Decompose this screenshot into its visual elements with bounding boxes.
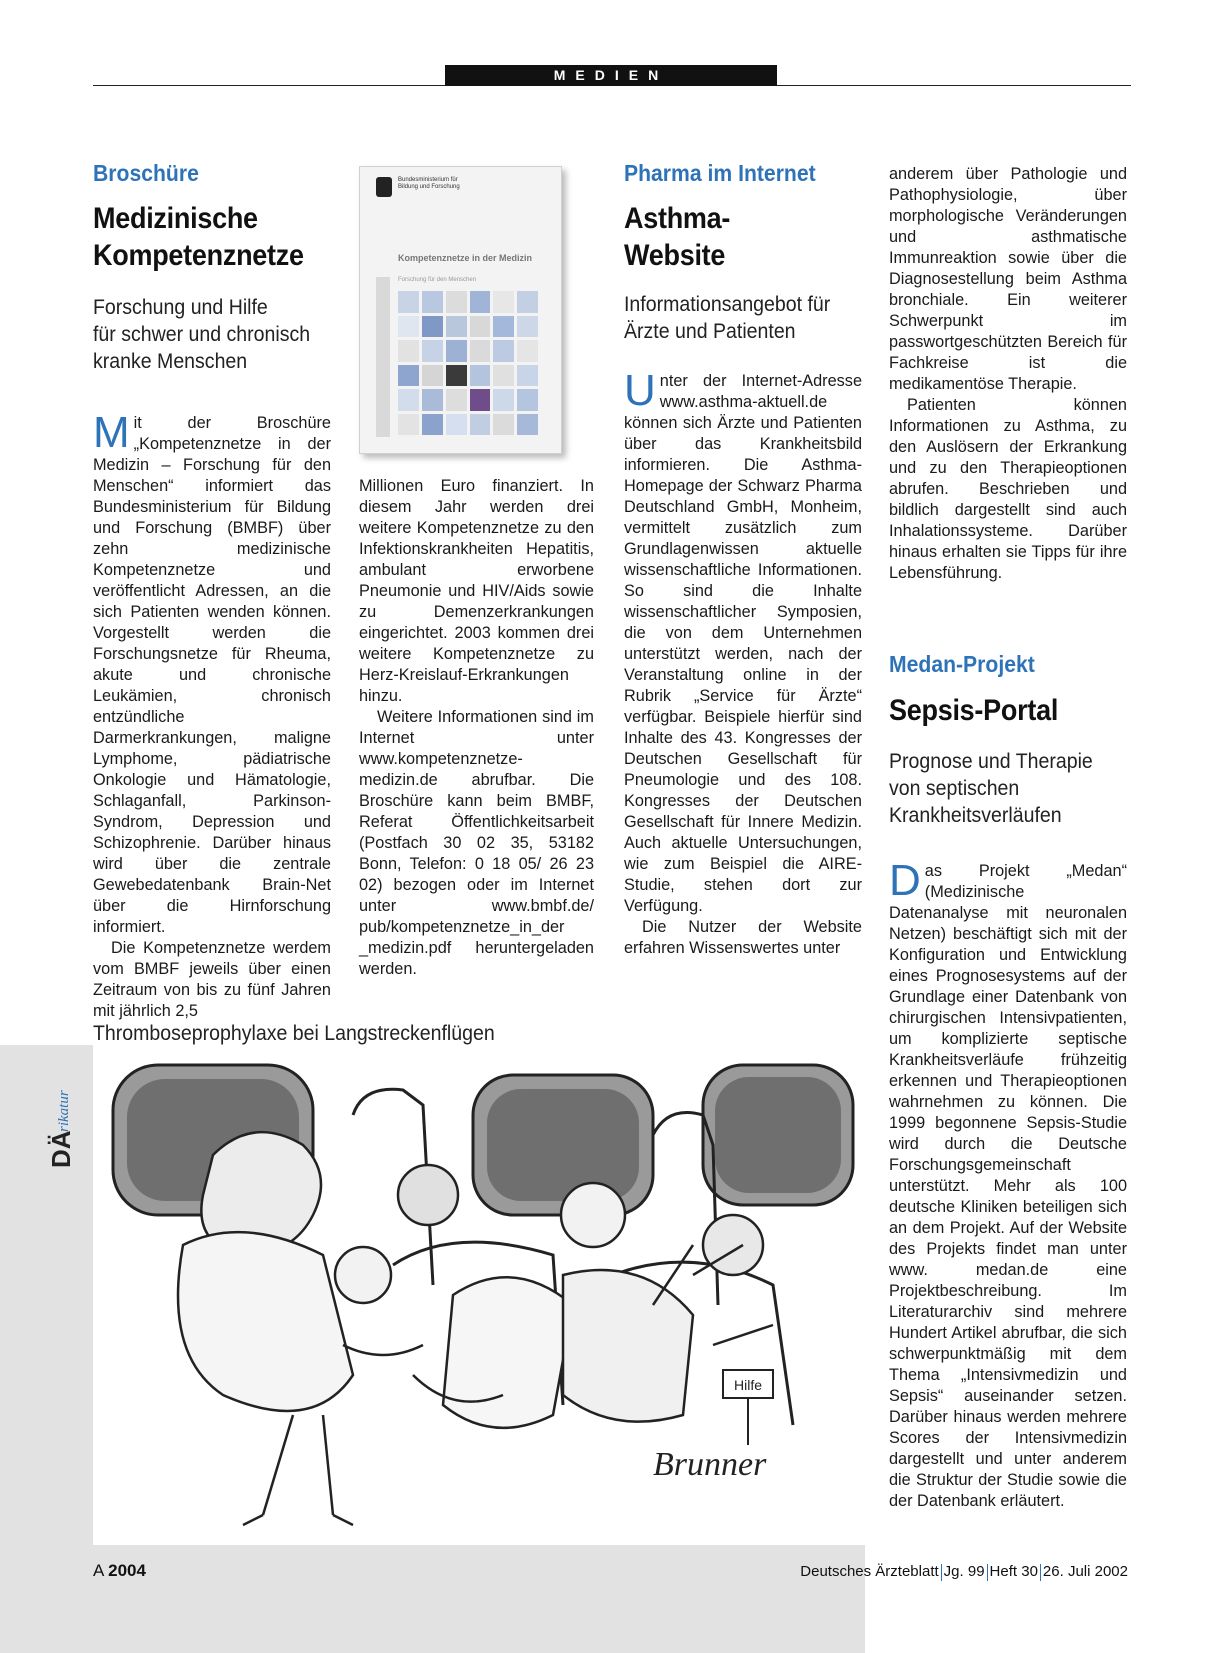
cover-tile xyxy=(517,316,538,338)
page-number xyxy=(93,1561,146,1581)
article2-kicker: Pharma im Internet xyxy=(624,160,816,186)
cabin-window-right xyxy=(703,1065,853,1205)
article1-kicker: Broschüre xyxy=(93,160,199,186)
cover-tile xyxy=(517,389,538,411)
article3-paragraph1: as Projekt „Medan“ (Medizinische Datenanalyse mit neuronalen Netzen) beschäftigt sich mit der Konfiguration und Entwicklung eines Prognosesystems auf der Grundlage einer Datenbank von chirurgischen Intensivpatienten, um komplizierte septische Krankheitsverläufe frühzeitig erkennen und Therapieoptionen wahrnehmen zu können. Die 1999 begonnene Sepsis-Studie wird durch die Deutsche Forschungsgemeinschaft unterstützt. Mehr als 100 deutsche Kliniken beteiligen sich an dem Projekt. Auf der Website des Projekts findet man unter www. medan.de eine Projektbeschreibung. Im Literaturarchiv sind mehrere Hundert Artikel abrufbar, die sich schwerpunktmäßig mit dem Thema „Intensivmedizin und Sepsis“ auseinander setzen. Darüber hinaus werden mehrere Scores der Intensivmedizin dargestellt und unter anderem die Struktur der Studie sowie die der Datenbank erläutert. xyxy=(889,862,1127,1510)
logo-da: DÄ xyxy=(46,1130,76,1168)
hilfe-sign-text: Hilfe xyxy=(733,1377,763,1393)
article2-deck xyxy=(624,291,830,345)
cover-tile xyxy=(470,291,491,313)
journal-issue: Heft 30 xyxy=(989,1563,1038,1580)
article1-deck-line3: kranke Menschen xyxy=(93,350,248,373)
cover-tile xyxy=(422,291,443,313)
article2-headline-line2: Website xyxy=(624,239,726,272)
logo-rikatur: rikatur xyxy=(56,1090,72,1132)
journal-footer xyxy=(800,1563,1128,1581)
cover-tile xyxy=(422,389,443,411)
cover-title: Kompetenznetze in der Medizin xyxy=(398,253,533,263)
cover-tile xyxy=(493,414,514,436)
cover-tile xyxy=(398,414,419,436)
cover-tile xyxy=(446,316,467,338)
article1-column1 xyxy=(93,408,331,1022)
cover-tile xyxy=(493,340,514,362)
cartoon-illustration xyxy=(93,1045,865,1545)
article2-dropcap: U xyxy=(624,366,656,415)
article1-paragraph3: Weitere Informationen sind im Internet unter www.kompetenznetze-medizin.de abrufbar. Die Broschüre kann beim BMBF, Referat Öffentlichkeitsarbeit (Postfach 30 02 35, 53182 Bonn, Telefon: 0 18 05/ 26 23 02) bezogen oder im Internet unter www.bmbf.de/ pub/kompetenznetze_in_der _medizin.pdf heruntergeladen werden. xyxy=(359,708,594,978)
cover-tile xyxy=(446,414,467,436)
cover-tile xyxy=(517,291,538,313)
cover-tile xyxy=(398,389,419,411)
article3-kicker: Medan-Projekt xyxy=(889,651,1035,677)
journal-date: 26. Juli 2002 xyxy=(1042,1563,1128,1580)
cover-side-strip xyxy=(376,277,390,437)
article3-deck-line1: Prognose und Therapie xyxy=(889,750,1093,773)
footer-separator xyxy=(987,1564,988,1581)
cover-tile xyxy=(398,365,419,387)
article2-paragraph2: Die Nutzer der Website erfahren Wissenswertes unter xyxy=(624,918,862,957)
cover-tile xyxy=(470,316,491,338)
article3-deck-line2: von septischen xyxy=(889,777,1020,800)
daerikatur-logo xyxy=(40,1060,80,1170)
cover-tile xyxy=(517,414,538,436)
cover-tile xyxy=(446,389,467,411)
article1-deck xyxy=(93,294,310,375)
cover-tile xyxy=(470,414,491,436)
article2-headline xyxy=(624,200,730,274)
cover-subtitle: Forschung für den Menschen xyxy=(398,277,477,283)
article2-paragraph1: nter der Internet-Adresse www.asthma-aktuell.de können sich Ärzte und Patienten über das Krankheitsbild informieren. Die Asthma-Homepage der Schwarz Pharma Deutschland GmbH, Monheim, vermittelt zusätzlich zum Grundlagenwissen aktuelle wissenschaftliche Informationen. So sind die Inhalte wissenschaftlicher Symposien, die von dem Unternehmen unterstützt werden, nach der Veranstaltung online in der Rubrik „Service für Ärzte“ verfügbar. Beispiele hierfür sind Inhalte des 43. Kongresses der Deutschen Gesellschaft für Pneumologie und des 108. Kongresses der Deutschen Gesellschaft für Innere Medizin. Auch aktuelle Untersuchungen, wie zum Beispiel die AIRE-Studie, stehen dort zur Verfügung. xyxy=(624,372,862,915)
article1-dropcap: M xyxy=(93,408,130,457)
page-prefix: A xyxy=(93,1561,104,1580)
journal-name: Deutsches Ärzteblatt xyxy=(800,1563,939,1580)
article1-paragraph1: it der Broschüre „Kompetenznetze in der Medizin – Forschung für den Menschen“ informiert das Bundesministerium für Bildung und Forschung (BMBF) über zehn medizinische Kompetenznetze und veröffentlicht Adressen, an die sich Patienten wenden können. Vorgestellt werden die Forschungsnetze für Rheuma, akute und chronische Leukämien, chronisch entzündliche Darmerkrankungen, maligne Lymphome, pädiatrische Onkologie und Hämatologie, Schlaganfall, Parkinson-Syndrom, Depression und Schizophrenie. Darüber hinaus wird über die zentrale Gewebedatenbank Brain-Net über die Hirnforschung informiert. xyxy=(93,414,331,936)
footer-separator xyxy=(1040,1564,1041,1581)
cover-tile xyxy=(493,316,514,338)
article3-headline: Sepsis-Portal xyxy=(889,694,1059,727)
cover-tile xyxy=(470,365,491,387)
cover-tile xyxy=(398,291,419,313)
cover-tile xyxy=(517,365,538,387)
article2-paragraph3: Patienten können Informationen zu Asthma, zu den Auslösern der Erkrankung und zu den Therapieoptionen abrufen. Beschrieben und bildlich dargestellt sind auch Inhalationssysteme. Darüber hinaus erhalten sie Tipps für ihre Lebensführung. xyxy=(889,396,1127,582)
article3-deck-line3: Krankheitsverläufen xyxy=(889,804,1062,827)
cover-tile xyxy=(470,340,491,362)
article2-deck-line2: Ärzte und Patienten xyxy=(624,320,796,343)
cartoon-caption: Thromboseprophylaxe bei Langstreckenflügen xyxy=(93,1022,495,1045)
cover-tile xyxy=(493,389,514,411)
cover-ministry: Bundesministerium für Bildung und Forschung xyxy=(398,177,460,190)
article1-headline-line1: Medizinische xyxy=(93,202,258,235)
article1-headline-line2: Kompetenznetze xyxy=(93,239,304,272)
article2-paragraph2-cont: anderem über Pathologie und Pathophysiologie, über morphologische Veränderungen und asthmatische Immunreaktion sowie über die Diagnosestellung beim Asthma bronchiale. Ein weiterer Schwerpunkt im passwortgeschützten Bereich für Fachkreise ist die medikamentöse Therapie. xyxy=(889,165,1127,393)
cover-tile xyxy=(493,291,514,313)
cover-tile xyxy=(446,291,467,313)
article2-column1 xyxy=(624,366,862,959)
cover-tile xyxy=(398,340,419,362)
article3-dropcap: D xyxy=(889,856,921,905)
cover-tile-grid xyxy=(398,291,538,435)
footer-separator xyxy=(941,1564,942,1581)
article2-deck-line1: Informationsangebot für xyxy=(624,293,831,316)
cover-tile xyxy=(422,316,443,338)
article3-column xyxy=(889,856,1127,1512)
page-number-value: 2004 xyxy=(108,1561,146,1580)
article3-deck xyxy=(889,748,1093,829)
cover-tile xyxy=(422,365,443,387)
eagle-emblem-icon xyxy=(376,177,392,197)
cabin-window-center xyxy=(473,1075,653,1215)
cover-tile xyxy=(493,365,514,387)
cover-tile xyxy=(446,365,467,387)
cover-tile xyxy=(517,340,538,362)
article1-deck-line1: Forschung und Hilfe xyxy=(93,296,268,319)
brochure-cover-image xyxy=(359,166,562,454)
journal-volume: Jg. 99 xyxy=(943,1563,985,1580)
article1-paragraph2-cont: Millionen Euro finanziert. In diesem Jahr werden drei weitere Kompetenznetze zu den Infektionskrankheiten Hepatitis, ambulant erworbene Pneumonie und HIV/Aids sowie zu Demenzerkrankungen eingerichtet. 2003 kommen drei weitere Kompetenznetze zu Herz-Kreislauf-Erkrankungen hinzu. xyxy=(359,477,594,705)
article1-deck-line2: für schwer und chronisch xyxy=(93,323,311,346)
article1-paragraph2: Die Kompetenznetze werdem vom BMBF jeweils über einen Zeitraum von bis zu fünf Jahren mit jährlich 2,5 xyxy=(93,939,331,1020)
article1-headline xyxy=(93,200,304,274)
cover-tile xyxy=(470,389,491,411)
cover-tile xyxy=(422,414,443,436)
cover-tile xyxy=(398,316,419,338)
artist-signature: Brunner xyxy=(653,1446,767,1483)
article1-column2 xyxy=(359,476,594,980)
section-label: MEDIEN xyxy=(445,65,777,86)
cover-tile xyxy=(422,340,443,362)
cover-tile xyxy=(446,340,467,362)
article2-column2 xyxy=(889,164,1127,584)
article2-headline-line1: Asthma- xyxy=(624,202,731,235)
